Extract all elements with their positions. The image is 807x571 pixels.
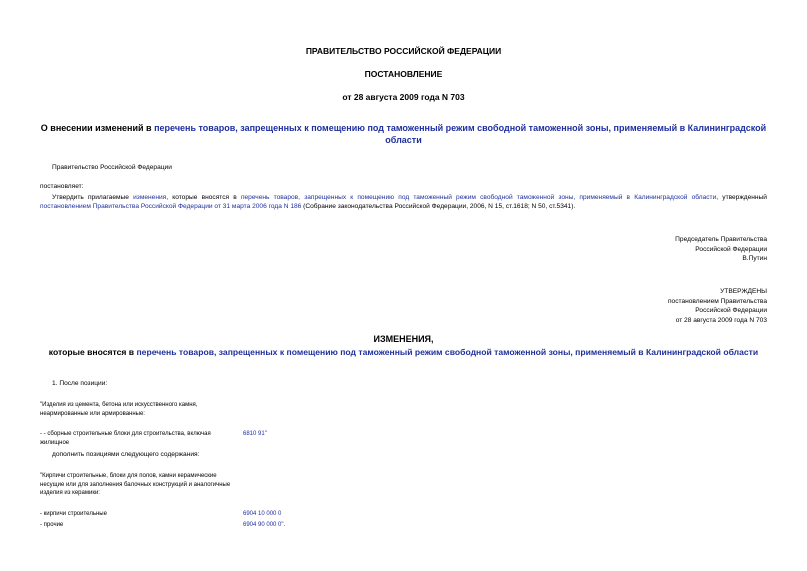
document-date: от 28 августа 2009 года N 703 bbox=[342, 92, 465, 102]
supplement-text: дополнить позициями следующего содержания: bbox=[52, 451, 200, 458]
signature-position: Председатель Правительства bbox=[675, 236, 767, 243]
issuer-text: Правительство Российской Федерации bbox=[52, 164, 172, 171]
changes-sub-prefix: которые вносятся в bbox=[48, 347, 137, 357]
document-title bbox=[40, 122, 767, 146]
changes-heading: ИЗМЕНЕНИЯ, bbox=[373, 334, 434, 344]
row2-name: - кирпичи строительные bbox=[40, 511, 107, 517]
main-paragraph bbox=[40, 193, 767, 211]
changes-link[interactable]: изменения bbox=[133, 194, 167, 201]
block1-text: "Изделия из цемента, бетона или искусственного камня, неармированные или армированные: bbox=[40, 402, 198, 417]
row1-code[interactable]: 6810 91" bbox=[243, 431, 267, 437]
item-1: 1. После позиции: bbox=[52, 380, 108, 387]
signature-block bbox=[675, 235, 767, 264]
signature-country: Российской Федерации bbox=[695, 245, 767, 253]
title-prefix: О внесении изменений в bbox=[40, 123, 155, 133]
approved-label: УТВЕРЖДЕНЫ bbox=[720, 288, 767, 295]
row1-name: - - сборные строительные блоки для строительства, включая жилищное bbox=[40, 431, 211, 446]
signature-name: В.Путин bbox=[742, 255, 767, 263]
paragraph-text: Утвердить прилагаемые bbox=[52, 194, 134, 201]
government-header: ПРАВИТЕЛЬСТВО РОССИЙСКОЙ ФЕДЕРАЦИИ bbox=[305, 46, 502, 56]
changes-subheading bbox=[0, 347, 807, 357]
approved-by: постановлением Правительства bbox=[667, 297, 767, 305]
paragraph-text: , утвержденный bbox=[716, 194, 767, 201]
row3-code[interactable]: 6904 90 000 0". bbox=[243, 522, 286, 528]
decides-text: постановляет: bbox=[40, 183, 84, 190]
block2-text: "Кирпичи строительные, блоки для полов, камни керамические несущие или для заполнения балочных конструкций и аналогичные изделия из керамики: bbox=[40, 473, 231, 497]
list-link[interactable]: перечень товаров, запрещенных к помещению под таможенный режим свободной таможенной зоны, применяемый в Калининградской области bbox=[240, 194, 717, 201]
row2-code[interactable]: 6904 10 000 0 bbox=[243, 511, 282, 517]
approved-country: Российской Федерации bbox=[695, 307, 767, 315]
title-link[interactable]: перечень товаров, запрещенных к помещению под таможенный режим свободной таможенной зоны, применяемый в Калининградской области bbox=[154, 123, 767, 145]
paragraph-text: , которые вносятся в bbox=[166, 194, 241, 201]
changes-sub-link[interactable]: перечень товаров, запрещенных к помещению под таможенный режим свободной таможенной зоны, применяемый в Калининградской области bbox=[136, 347, 759, 357]
approved-block bbox=[668, 287, 767, 325]
row3-name: - прочие bbox=[40, 522, 64, 528]
document-type: ПОСТАНОВЛЕНИЕ bbox=[364, 69, 443, 79]
paragraph-text: (Собрание законодательства Российской Федерации, 2006, N 15, ст.1618; N 50, ст.5341). bbox=[301, 203, 576, 210]
resolution-link[interactable]: постановлением Правительства Российской Федерации от 31 марта 2006 года N 186 bbox=[40, 203, 302, 210]
approved-date: от 28 августа 2009 года N 703 bbox=[675, 316, 767, 324]
